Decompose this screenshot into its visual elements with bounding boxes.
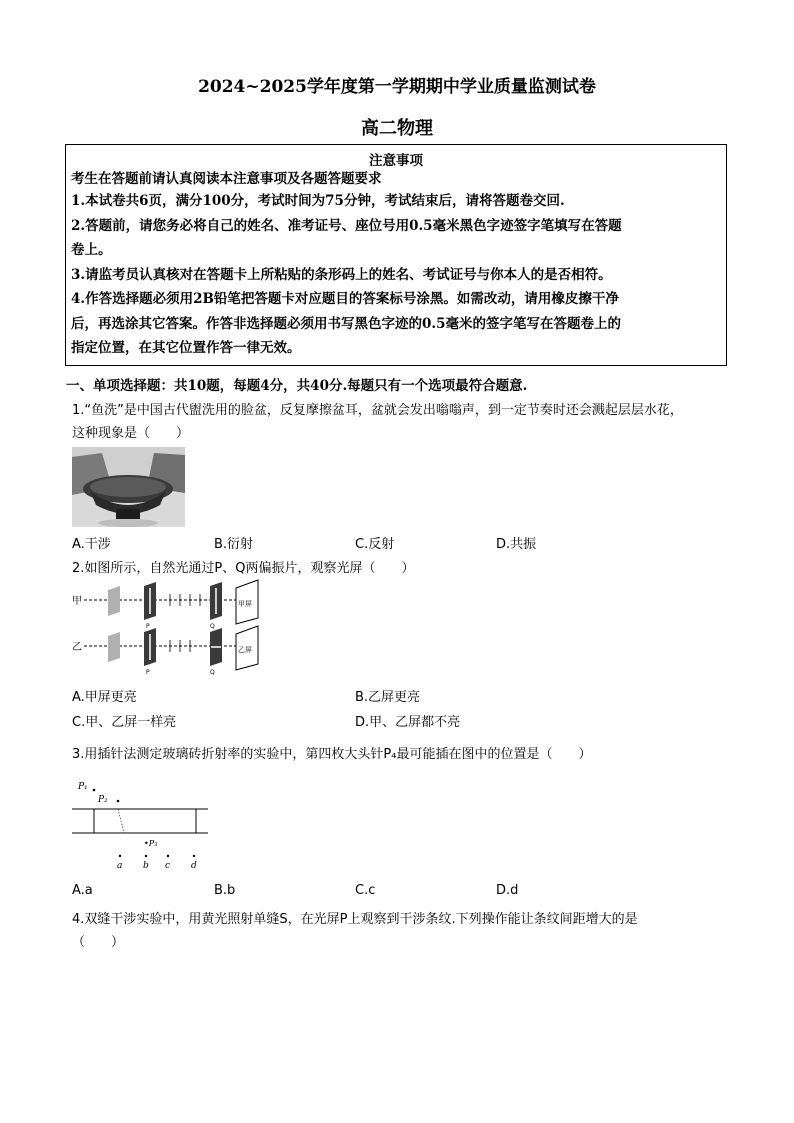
q2-option-c: C.甲、乙屏一样亮	[72, 715, 177, 730]
question-1-stem-cont: 这种现象是（ ）	[72, 426, 190, 441]
fish-basin-photo	[72, 447, 185, 527]
label-q-bottom: Q	[210, 669, 215, 676]
exam-subject: 高二物理	[361, 118, 433, 139]
label-q-top: Q	[210, 623, 215, 630]
screen-jia-label: 甲屏	[238, 600, 252, 608]
q3-option-d: D.d	[496, 883, 519, 898]
notice-line: 考生在答题前请认真阅读本注意事项及各题答题要求	[71, 171, 382, 187]
point-d: d	[191, 861, 197, 871]
q2-option-a: A.甲屏更亮	[72, 690, 137, 705]
notice-box	[65, 144, 727, 366]
notice-line: 后，再选涂其它答案。作答非选择题必须用书写黑色字迹的0.5毫米的签字笔写在答题卷上的	[71, 315, 621, 332]
notice-heading: 注意事项	[369, 153, 423, 169]
pin-p3-label: •P₃	[144, 839, 158, 848]
label-p-top: P	[146, 623, 150, 630]
notice-line: 4.作答选择题必须用2B铅笔把答题卡对应题目的答案标号涂黑。如需改动，请用橡皮擦干净	[71, 291, 619, 307]
q3-option-c: C.c	[355, 883, 376, 898]
q1-option-c: C.反射	[355, 537, 395, 552]
question-1-stem: 1.“鱼洗”是中国古代盥洗用的脸盆，反复摩擦盆耳，盆就会发出嗡嗡声，到一定节奏时还会溅起层层水花，	[72, 403, 683, 418]
q2-option-d: D.甲、乙屏都不亮	[355, 715, 461, 730]
q1-option-d: D.共振	[496, 537, 537, 552]
notice-line: 1.本试卷共6页，满分100分，考试时间为75分钟，考试结束后，请将答题卷交回.	[71, 193, 565, 209]
question-2-stem: 2.如图所示，自然光通过P、Q两偏振片，观察光屏（ ）	[72, 561, 415, 576]
point-b: b	[143, 861, 149, 871]
label-p-bottom: P	[146, 669, 150, 676]
screen-yi-label: 乙屏	[238, 646, 252, 654]
question-4-stem: 4.双缝干涉实验中，用黄光照射单缝S，在光屏P上观察到干涉条纹.下列操作能让条纹间距增大的是	[72, 912, 638, 927]
question-3-stem: 3.用插针法测定玻璃砖折射率的实验中，第四枚大头针P₄最可能插在图中的位置是（ ）	[72, 747, 592, 762]
point-a: a	[117, 861, 123, 871]
q2-option-b: B.乙屏更亮	[355, 690, 421, 705]
q1-option-b: B.衍射	[214, 537, 254, 552]
exam-title: 2024~2025学年度第一学期期中学业质量监测试卷	[198, 77, 596, 97]
notice-line: 指定位置，在其它位置作答一律无效。	[71, 340, 301, 356]
notice-line: 3.请监考员认真核对在答题卡上所粘贴的条形码上的姓名、考试证号与你本人的是否相符。	[71, 266, 612, 283]
pin-p1-label: P₁	[78, 782, 88, 792]
polarizer-diagram	[70, 578, 270, 678]
point-c: c	[165, 861, 171, 871]
label-yi: 乙	[72, 642, 82, 653]
pin-p2-label: P₂	[98, 795, 108, 805]
label-jia: 甲	[72, 596, 82, 607]
section-heading: 一、单项选择题：共10题，每题4分，共40分.每题只有一个选项最符合题意.	[66, 378, 528, 394]
notice-line: 卷上。	[71, 242, 112, 258]
glass-brick-diagram	[72, 775, 212, 875]
q1-option-a: A.干涉	[72, 537, 111, 552]
question-4-stem-cont: （ ）	[72, 935, 125, 950]
q3-option-a: A.a	[72, 883, 93, 898]
q3-option-b: B.b	[214, 883, 236, 898]
notice-line: 2.答题前，请您务必将自己的姓名、准考证号、座位号用0.5毫米黑色字迹签字笔填写在答题	[71, 217, 622, 234]
